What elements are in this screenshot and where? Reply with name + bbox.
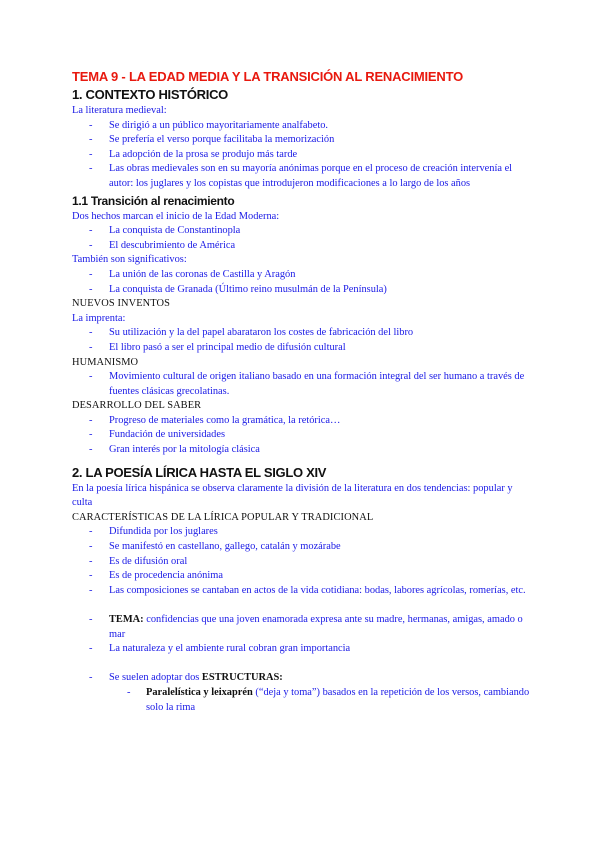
caracteristicas-list (72, 525, 532, 598)
list-item: - Gran interés por la mitología clásica (72, 443, 532, 458)
list-item: - La conquista de Granada (Último reino musulmán de la Península) (72, 283, 532, 298)
inventos-heading: NUEVOS INVENTOS (72, 298, 170, 310)
list-item: - El descubrimiento de América (72, 239, 532, 254)
list-item: - Su utilización y la del papel abarataron los costes de fabricación del libro (72, 326, 532, 341)
hechos-list (72, 224, 532, 253)
list-item: - Es de difusión oral (72, 555, 532, 570)
list-item: - Se dirigió a un público mayoritariamente analfabeto. (72, 119, 532, 134)
estructuras-sublist (72, 686, 532, 715)
list-item: - La unión de las coronas de Castilla y Aragón (72, 268, 532, 283)
imprenta-list (72, 326, 532, 355)
saber-heading: DESARROLLO DEL SABER (72, 400, 202, 412)
caracteristicas-heading: CARACTERÍSTICAS DE LA LÍRICA POPULAR Y TRADICIONAL (72, 511, 374, 523)
significativos-intro: También son significativos: (72, 254, 187, 266)
saber-list (72, 414, 532, 458)
estructuras-pre: Se suelen adoptar dos (109, 672, 202, 684)
document-page (72, 68, 532, 715)
tema-text: confidencias que una joven enamorada expresa ante su madre, hermanas, amigas, amado o mar (109, 614, 523, 640)
section-1-list (72, 119, 532, 192)
paralelistica-text: (“deja y toma”) basados en la repetición de los versos, cambiando solo la rima (146, 686, 530, 713)
list-item (72, 671, 532, 686)
humanismo-heading: HUMANISMO (72, 356, 139, 368)
significativos-list (72, 268, 532, 297)
section-1-1-heading: 1.1 Transición al renacimiento (72, 193, 235, 208)
list-item: - Es de procedencia anónima (72, 569, 532, 584)
list-item: - La naturaleza y el ambiente rural cobran gran importancia (72, 642, 532, 657)
list-item: - Movimiento cultural de origen italiano basado en una formación integral del ser humano a través de fuentes clásicas grecolatinas. (72, 370, 532, 399)
list-item (72, 613, 532, 642)
list-item: - Progreso de materiales como la gramática, la retórica… (72, 414, 532, 429)
section-2-heading: 2. LA POESÍA LÍRICA HASTA EL SIGLO XIV (72, 464, 327, 480)
list-item: - Se manifestó en castellano, gallego, catalán y mozárabe (72, 540, 532, 555)
document-title: TEMA 9 - LA EDAD MEDIA Y LA TRANSICIÓN AL RENACIMIENTO (72, 69, 464, 84)
list-item (72, 686, 532, 715)
imprenta-label: La imprenta: (72, 312, 126, 324)
section-2-intro: En la poesía lírica hispánica se observa claramente la división de la literatura en dos tendencias: popular y culta (72, 482, 513, 509)
list-item: - Fundación de universidades (72, 428, 532, 443)
list-item: - La conquista de Constantinopla (72, 224, 532, 239)
tema-list (72, 613, 532, 657)
list-item: - Se prefería el verso porque facilitaba la memorización (72, 133, 532, 148)
tema-label: TEMA: (109, 614, 144, 625)
list-item: - El libro pasó a ser el principal medio de difusión cultural (72, 341, 532, 356)
section-1-heading: 1. CONTEXTO HISTÓRICO (72, 87, 228, 102)
list-item: - Las composiciones se cantaban en actos de la vida cotidiana: bodas, labores agrícolas, romerías, etc. (72, 584, 532, 599)
estructuras-list (72, 671, 532, 686)
list-item: - La adopción de la prosa se produjo más tarde (72, 148, 532, 163)
list-item: - Difundida por los juglares (72, 525, 532, 540)
paralelistica-label: Paralelística y leixaprén (146, 686, 253, 698)
section-1-1-intro: Dos hechos marcan el inicio de la Edad Moderna: (72, 210, 280, 222)
list-item: - Las obras medievales son en su mayoría anónimas porque en el proceso de creación intervenía el autor: los juglares y los copistas que introdujeron modificaciones a lo largo de los años (72, 162, 532, 191)
estructuras-label: ESTRUCTURAS: (201, 672, 283, 684)
humanismo-list (72, 370, 532, 399)
section-1-intro: La literatura medieval: (72, 105, 167, 116)
